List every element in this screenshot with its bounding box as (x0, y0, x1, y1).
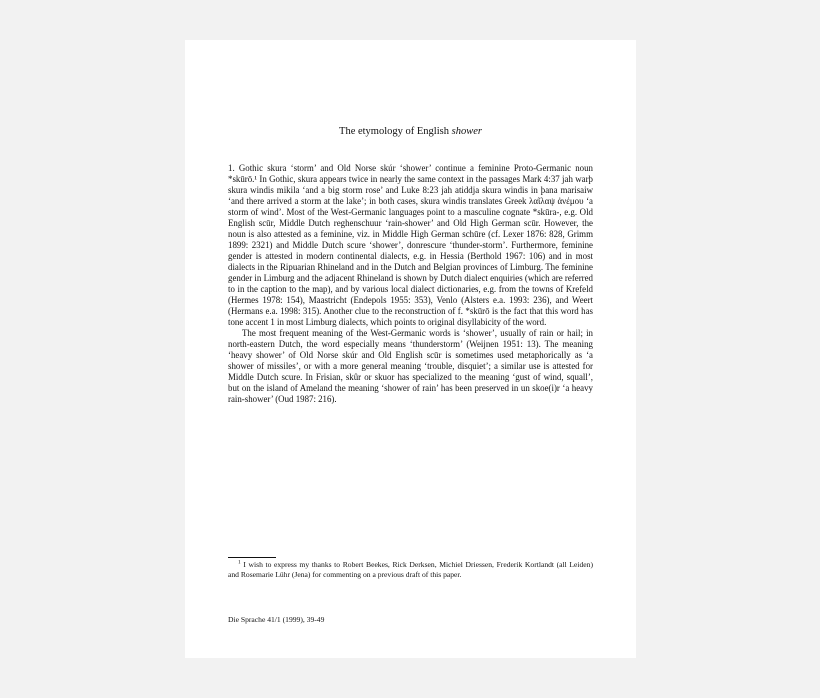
article-title (185, 126, 636, 138)
journal-citation: Die Sprache 41/1 (1999), 39-49 (228, 615, 325, 624)
title-italic-word: shower (451, 126, 482, 137)
title-prefix: The etymology of English (339, 126, 452, 137)
footnote-rule (228, 557, 276, 558)
article-body (228, 163, 593, 405)
footnote-mark: 1 (238, 559, 241, 566)
footnote (228, 560, 593, 580)
paper-page (185, 40, 636, 658)
footnote-text: I wish to express my thanks to Robert Beekes, Rick Derksen, Michiel Driessen, Frederik Kortlandt (all Leiden) and Rosemarie Lühr (Jena) for commenting on a previous draft of this paper. (228, 560, 593, 579)
paragraph-1: 1. Gothic skura ‘storm’ and Old Norse skúr ‘shower’ continue a feminine Proto-Germanic noun *skūrō.¹ In Gothic, skura appears twice in nearly the same context in the passages Mark 4:37 jah warþ skura windis mikila ‘and a big storm rose’ and Luke 8:23 jah atiddja skura windis in þana marisaiw ‘and there arrived a storm at the lake’; in both cases, skura windis translates Greek λαῖλαψ ἀνέμου ‘a storm of wind’. Most of the West-Germanic languages point to a masculine cognate *skūra-, e.g. Old English scūr, Middle Dutch reghenschuur ‘rain-shower’ and Old High German scūr. However, the noun is also attested as a feminine, viz. in Middle High German schūre (cf. Lexer 1876: 828, Grimm 1899: 2321) and Middle Dutch scure ‘shower’, donrescure ‘thunder-storm’. Furthermore, feminine gender is attested in modern continental dialects, e.g. in Hessia (Berthold 1967: 106) and in most dialects in the Ripuarian Rhineland and in the Dutch and Belgian provinces of Limburg. The feminine gender in Limburg and the adjacent Rhineland is shown by Dutch dialect enquiries (which are referred to in the caption to the map), and by various local dialect dictionaries, e.g. from the towns of Krefeld (Hermes 1978: 154), Maastricht (Endepols 1955: 353), Venlo (Alsters e.a. 1993: 236), and Weert (Hermans e.a. 1998: 315). Another clue to the reconstruction of f. *skūrō is the fact that this word has tone accent 1 in most Limburg dialects, which points to original disyllabicity of the word. (228, 163, 593, 327)
paragraph-2: The most frequent meaning of the West-Germanic words is ‘shower’, usually of rain or hail; in north-eastern Dutch, the word especially means ‘thunderstorm’ (Weijnen 1951: 13). The meaning ‘heavy shower’ of Old Norse skúr and Old English scūr is sometimes used metaphorically as ‘a shower of missiles’, or with a more general meaning ‘trouble, disquiet’; a similar use is attested for Middle Dutch scure. In Frisian, skûr or skuor has specialized to the meaning ‘gust of wind, squall’, but on the island of Ameland the meaning ‘shower of rain’ has been preserved in un skoe(i)r ‘a heavy rain-shower’ (Oud 1987: 216). (228, 328, 593, 404)
